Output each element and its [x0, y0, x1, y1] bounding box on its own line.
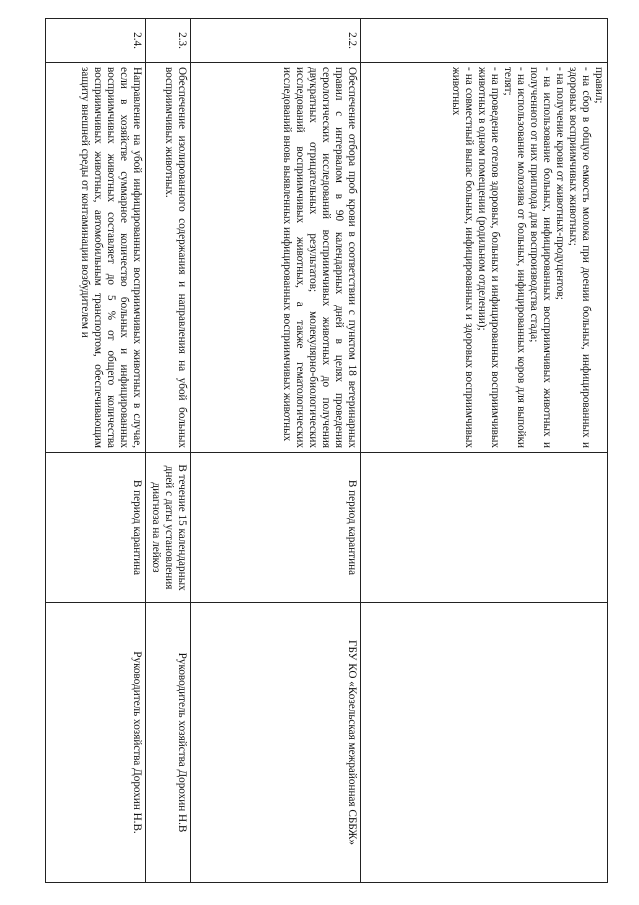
term-cell: В период карантина: [46, 453, 146, 603]
measure-line: - на проведение отелов здоровых, больных и инфицированных восприимчивых животных в одном помещении (родильном отделении);: [476, 67, 501, 448]
measure-line: - на использование молозива от больных, инфицированных коров для выпойки телят;: [502, 67, 527, 448]
measure-text: Направление на убой инфицированных восприимчивых животных в случае, если в хозяйстве суммарное количество больных и инфицированных восприимчивых животных составляет до 5 % от общего количества восприимчивых животных, автомобильным транспортом, обеспечивающим защиту внешней среды от контаминации возбудителем и: [46, 63, 146, 453]
measure-line: - на совместный выпас больных, инфицированных и здоровых восприимчивых животных: [450, 67, 475, 448]
responsible-cell: Руководитель хозяйства Дорохин Н.В: [146, 603, 190, 883]
row-number: 2.2.: [190, 19, 361, 63]
row-number: 2.4.: [46, 19, 146, 63]
measure-line: - на получение крови от животных-продуцентов;: [554, 67, 566, 300]
measure-line: - на сбор в общую емкость молока при доении больных, инфицированных и здоровых восприимчивых животных;: [567, 67, 592, 448]
measure-text: [361, 63, 608, 453]
responsible-cell: [361, 603, 608, 883]
table-row: [190, 19, 361, 883]
measure-line: - на использование больных, инфицированных восприимчивых животных и полученного от них приплода для воспроизводства стада;: [528, 67, 553, 448]
table-row: [146, 19, 190, 883]
term-cell: В период карантина: [190, 453, 361, 603]
term-cell: В течение 15 календарных дней с даты установления диагноза на лейкоз: [146, 453, 190, 603]
term-cell: [361, 453, 608, 603]
row-number: [361, 19, 608, 63]
measure-text: Обеспечение изолированного содержания и направления на убой больных восприимчивых животных.: [146, 63, 190, 453]
rotated-table-frame: [45, 18, 608, 882]
responsible-cell: Руководитель хозяйства Дорохин Н.В.: [46, 603, 146, 883]
measure-text: Обеспечение отбора проб крови в соответствии с пунктом 18 ветеринарных правил с интервалом в 90 календарных дней в целях проведения серологических исследований восприимчивых животных до получения двукратных отрицательных результатов; молекулярно-биологических исследований восприимчивых животных, а также гематологических исследований вновь выявленных инфицированных восприимчивых животных: [190, 63, 361, 453]
responsible-cell: ГБУ КО «Козельская межрайонная СББЖ»: [190, 603, 361, 883]
row-number: 2.3.: [146, 19, 190, 63]
table-row: [361, 19, 608, 883]
measures-table: [45, 18, 608, 883]
measure-line: правил;: [593, 67, 605, 104]
table-row: [46, 19, 146, 883]
